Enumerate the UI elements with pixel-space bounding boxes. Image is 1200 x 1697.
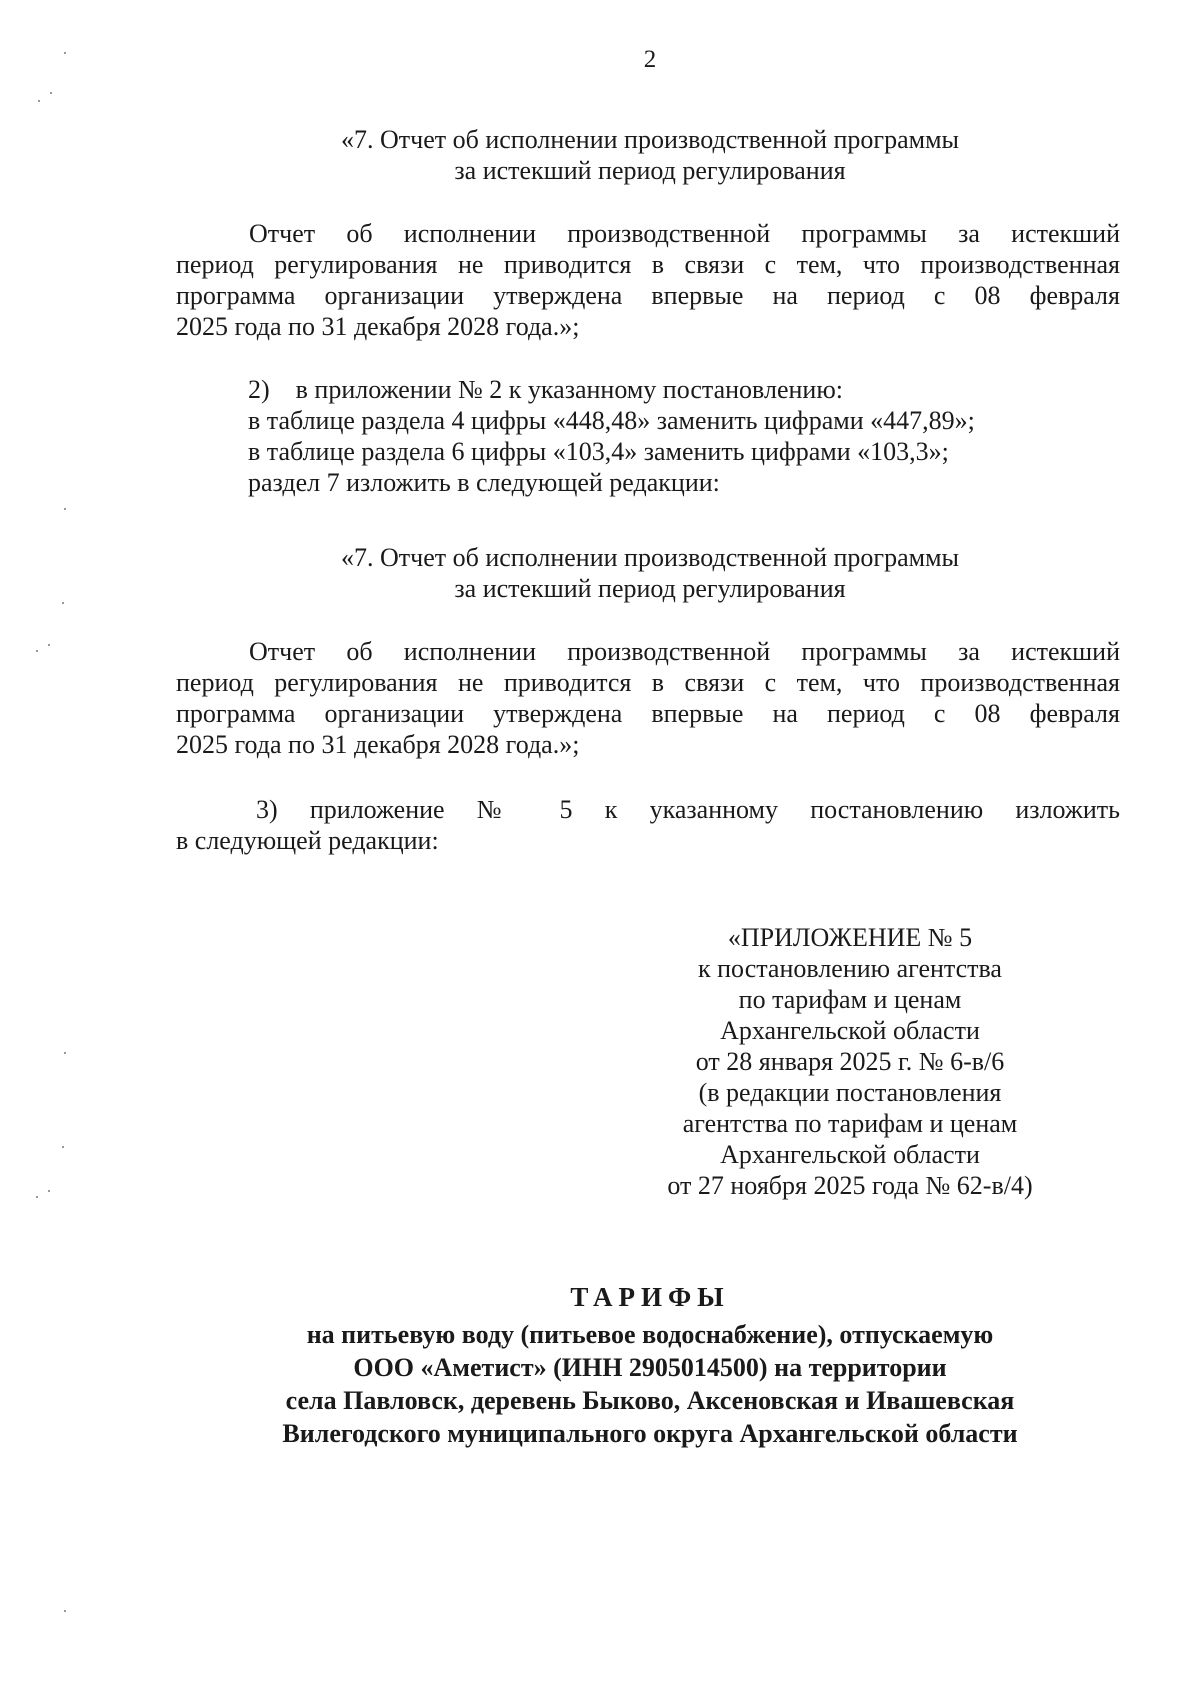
scan-speck [64, 52, 66, 54]
scan-speck [36, 1196, 38, 1198]
appendix-line: от 27 ноября 2025 года № 62-в/4) [667, 1171, 1033, 1200]
scan-speck [64, 508, 66, 510]
scan-speck [64, 1052, 66, 1054]
item-2-line: в таблице раздела 6 цифры «103,4» заменить цифрами «103,3»; [248, 437, 949, 466]
page-number: 2 [643, 46, 657, 73]
section-heading-2 [0, 542, 1200, 604]
paragraph-line: программа организации утверждена впервые на период с 08 февраля [176, 281, 1120, 310]
item-2-line: в таблице раздела 4 цифры «448,48» заменить цифрами «447,89»; [248, 406, 975, 435]
item-2-line: 2) в приложении № 2 к указанному постановлению: [248, 375, 843, 404]
paragraph-line: программа организации утверждена впервые на период с 08 февраля [176, 699, 1120, 728]
paragraph-line: период регулирования не приводится в связи с тем, что производственная [176, 668, 1120, 697]
scan-speck [36, 650, 38, 652]
appendix-line: «ПРИЛОЖЕНИЕ № 5 [727, 923, 973, 952]
item-3-block [176, 794, 1120, 856]
paragraph-line: Отчет об исполнении производственной программы за истекший [249, 219, 1120, 248]
scan-speck [64, 1610, 66, 1612]
appendix-line: по тарифам и ценам [738, 985, 962, 1014]
paragraph-line: период регулирования не приводится в связи с тем, что производственная [176, 250, 1120, 279]
tariffs-subtitle [0, 1318, 1200, 1450]
item-3-line: 3) приложение № 5 к указанному постановлению изложить [256, 795, 1120, 824]
item-2-block [248, 374, 1148, 498]
appendix-line: Архангельской области [720, 1016, 980, 1045]
appendix-line: Архангельской области [720, 1140, 980, 1169]
item-3-line: в следующей редакции: [176, 826, 439, 855]
tariffs-subtitle-line: Вилегодского муниципального округа Архангельской области [282, 1419, 1018, 1448]
heading-line: за истекший период регулирования [454, 574, 846, 603]
scan-speck [38, 100, 40, 102]
paragraph-line: 2025 года по 31 декабря 2028 года.»; [176, 730, 580, 759]
scan-speck [50, 92, 52, 94]
tariffs-subtitle-line: ООО «Аметист» (ИНН 2905014500) на территории [353, 1353, 947, 1382]
scan-speck [62, 602, 64, 604]
tariffs-subtitle-line: на питьевую воду (питьевое водоснабжение), отпускаемую [306, 1320, 994, 1349]
paragraph-2 [176, 636, 1120, 760]
appendix-header [600, 922, 1100, 1201]
scan-speck [62, 1146, 64, 1148]
item-2-line: раздел 7 изложить в следующей редакции: [248, 468, 720, 497]
tariffs-subtitle-line: села Павловск, деревень Быково, Аксеновская и Ивашевская [285, 1386, 1015, 1415]
scan-speck [48, 1190, 50, 1192]
heading-line: «7. Отчет об исполнении производственной программы [340, 543, 960, 572]
scan-speck [48, 644, 50, 646]
appendix-line: (в редакции постановления [698, 1078, 1002, 1107]
tariffs-title: ТАРИФЫ [570, 1282, 730, 1312]
heading-line: «7. Отчет об исполнении производственной программы [340, 125, 960, 154]
heading-line: за истекший период регулирования [454, 156, 846, 185]
appendix-line: от 28 января 2025 г. № 6-в/6 [695, 1047, 1005, 1076]
section-heading-1 [0, 124, 1200, 186]
paragraph-1 [176, 218, 1120, 342]
paragraph-line: Отчет об исполнении производственной программы за истекший [249, 637, 1120, 666]
appendix-line: агентства по тарифам и ценам [682, 1109, 1018, 1138]
appendix-line: к постановлению агентства [698, 954, 1002, 983]
paragraph-line: 2025 года по 31 декабря 2028 года.»; [176, 312, 580, 341]
